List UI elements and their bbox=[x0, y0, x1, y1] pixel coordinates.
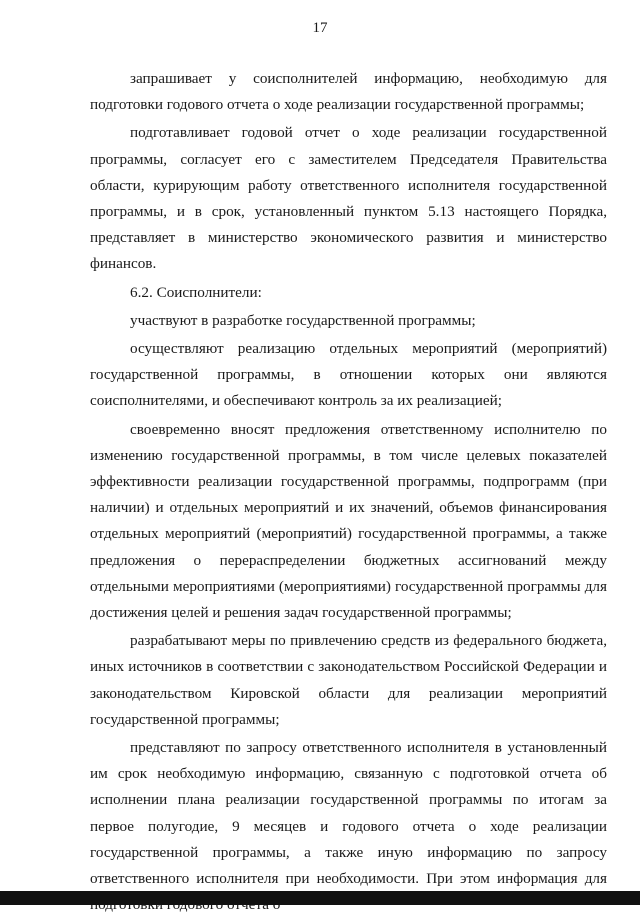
paragraph-participate: участвуют в разработке государственной программы; bbox=[130, 311, 476, 329]
paragraph-submit-proposals: своевременно вносят предложения ответственному исполнителю по изменению государственной программы, в том числе целевых показателей эффективности реализации государственной программы, подпрограмм (при наличии) и отдельных мероприятий и их значений, объемов финансирования отдельных мероприятий (мероприятий) государственной программы, а также предложения о перераспределении бюджетных ассигнований между отдельными мероприятиями (мероприятиями) государственной программы для достижения целей и решения задач государственной программы; bbox=[90, 420, 607, 622]
paragraph-implement-measures: осуществляют реализацию отдельных мероприятий (мероприятий) государственной программы, в отношении которых они являются соисполнителями, и обеспечивают контроль за их реализацией; bbox=[90, 340, 607, 410]
document-body bbox=[90, 66, 607, 919]
scan-bottom-edge bbox=[0, 891, 640, 905]
section-heading-co-executors: 6.2. Соисполнители: bbox=[130, 283, 262, 301]
paragraph-provide-info: представляют по запросу ответственного исполнителя в установленный им срок необходимую информацию, связанную с подготовкой отчета об исполнении плана реализации государственной программы по итогам за первое полугодие, 9 месяцев и годового отчета о ходе реализации государственной программы, а также иную информацию по запросу ответственного исполнителя при необходимости. При этом информация для bbox=[90, 739, 607, 888]
paragraph-request-info: запрашивает у соисполнителей информацию, необходимую для подготовки годового отчета о ходе реализации государственной программы; bbox=[90, 70, 607, 114]
paragraph-develop-measures: разрабатывают меры по привлечению средств из федерального бюджета, иных источников в соответствии с законодательством Российской Федерации и законодательством Кировской области для реализации мероприятий государственной программы; bbox=[90, 632, 607, 728]
page-number: 17 bbox=[312, 20, 328, 36]
paragraph-prepare-report: подготавливает годовой отчет о ходе реализации государственной программы, согласует его с заместителем Председателя Правительства области, курирующим работу ответственного исполнителя государственной программы, и в срок, установленный пунктом 5.13 настоящего Порядка, представляет в министерство экономического развития и министерство финансов. bbox=[90, 124, 607, 273]
